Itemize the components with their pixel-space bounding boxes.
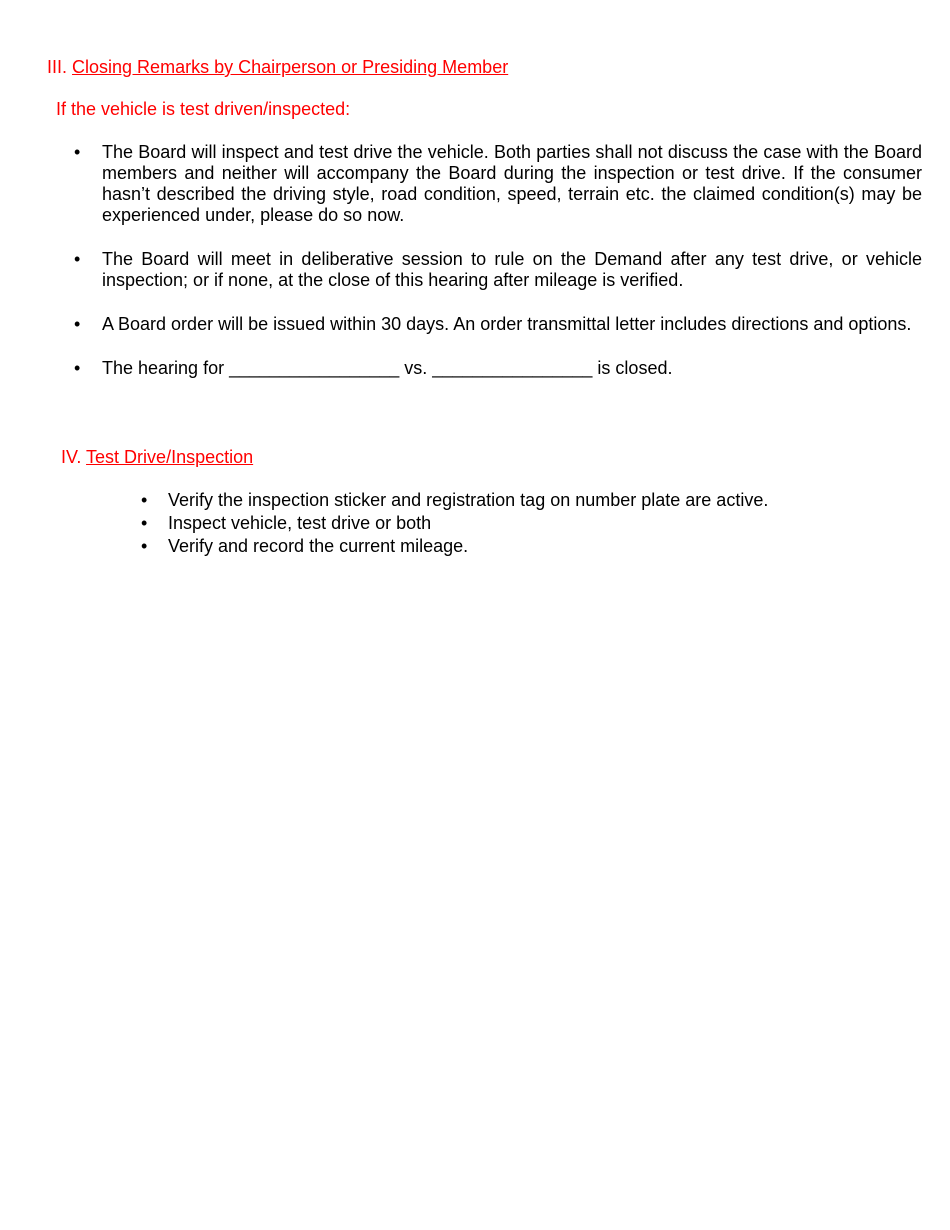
section-4-bullet-list (141, 490, 908, 559)
bullet-text: The Board will inspect and test drive the vehicle. Both parties shall not discuss the case with the Board members and neither will accompany the Board during the inspection or test drive. If the consumer hasn’t described the driving style, road condition, speed, terrain etc. the claimed condition(s) may be experienced under, please do so now. (102, 142, 922, 225)
section-4-heading (61, 447, 253, 468)
bullet-icon: • (74, 142, 81, 162)
list-item (74, 314, 922, 335)
bullet-text: Inspect vehicle, test drive or both (168, 513, 432, 533)
section-4-numeral: IV. (61, 447, 82, 467)
list-item (141, 536, 908, 557)
section-3-title: Closing Remarks by Chairperson or Presiding Member (72, 57, 509, 77)
bullet-text: Verify and record the current mileage. (168, 536, 469, 556)
list-item (74, 358, 922, 379)
bullet-icon: • (141, 513, 148, 533)
section-3-heading (47, 57, 508, 78)
list-item (74, 249, 922, 291)
list-item (74, 142, 922, 226)
bullet-text: The hearing for _________________ vs. ________________ is closed. (102, 358, 673, 378)
section-3-bullet-list (74, 142, 922, 402)
bullet-icon: • (74, 314, 81, 334)
bullet-icon: • (141, 536, 148, 556)
section-3-numeral: III. (47, 57, 68, 77)
bullet-icon: • (74, 358, 81, 378)
section-3-condition: If the vehicle is test driven/inspected: (56, 99, 351, 119)
bullet-icon: • (141, 490, 148, 510)
section-4-title: Test Drive/Inspection (86, 447, 254, 467)
list-item (141, 490, 908, 511)
bullet-icon: • (74, 249, 81, 269)
bullet-text: Verify the inspection sticker and registration tag on number plate are active. (168, 490, 769, 510)
bullet-text: The Board will meet in deliberative session to rule on the Demand after any test drive, or vehicle inspection; or if none, at the close of this hearing after mileage is verified. (102, 249, 922, 290)
list-item (141, 513, 908, 534)
bullet-text: A Board order will be issued within 30 days. An order transmittal letter includes directions and options. (102, 314, 912, 334)
